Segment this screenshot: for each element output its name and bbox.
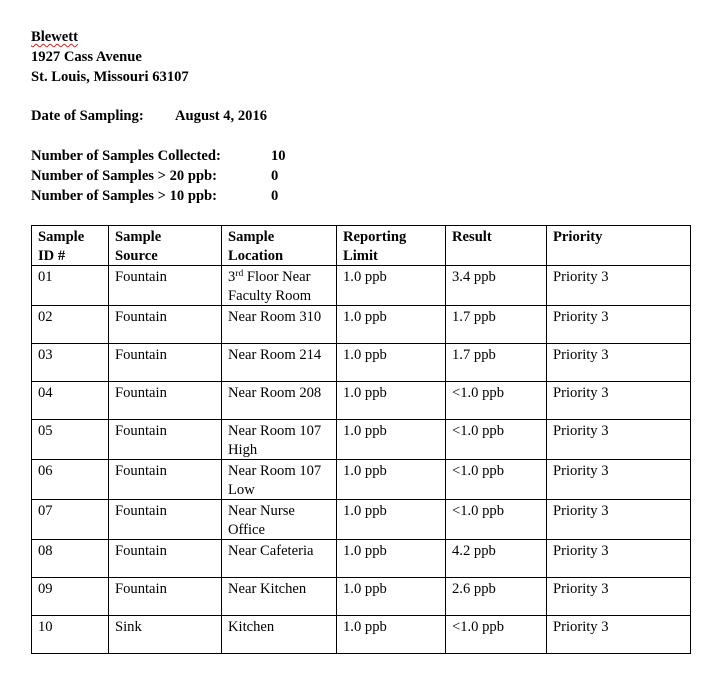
table-row [32,578,691,616]
cell-result: <1.0 ppb [446,420,547,460]
cell-sample-id: 01 [32,266,109,306]
cell-result: <1.0 ppb [446,382,547,420]
cell-sample-location: Near Cafeteria [222,540,337,578]
cell-priority: Priority 3 [547,420,691,460]
cell-reporting-limit: 1.0 ppb [337,382,446,420]
over10-value: 0 [271,188,279,204]
school-name-text: Blewett [31,29,79,45]
table-row [32,266,691,306]
column-header-line2: Source [115,247,158,264]
cell-sample-source: Fountain [109,382,222,420]
cell-sample-id: 07 [32,500,109,540]
cell-priority: Priority 3 [547,266,691,306]
cell-sample-id: 08 [32,540,109,578]
school-name [31,27,78,47]
over20-value: 0 [271,168,279,184]
column-header-line2: Location [228,247,284,264]
cell-sample-id: 06 [32,460,109,500]
column-header-sample-location [222,226,337,266]
table-row [32,616,691,654]
cell-reporting-limit: 1.0 ppb [337,460,446,500]
over10-label: Number of Samples > 10 ppb: [31,188,218,204]
cell-result: <1.0 ppb [446,460,547,500]
location-ordinal: 3 [228,269,236,285]
cell-priority: Priority 3 [547,540,691,578]
location-ordinal-suffix: rd [235,269,244,279]
cell-result: 1.7 ppb [446,306,547,344]
cell-priority: Priority 3 [547,306,691,344]
cell-sample-location: Near Room 107 Low [222,460,337,500]
cell-sample-location: Kitchen [222,616,337,654]
cell-reporting-limit: 1.0 ppb [337,266,446,306]
column-header-line1: Reporting [343,229,407,245]
cell-reporting-limit: 1.0 ppb [337,306,446,344]
cell-sample-source: Fountain [109,500,222,540]
cell-result: 4.2 ppb [446,540,547,578]
table-row [32,306,691,344]
column-header-line1: Result [452,229,492,245]
cell-priority: Priority 3 [547,460,691,500]
cell-reporting-limit: 1.0 ppb [337,344,446,382]
cell-reporting-limit: 1.0 ppb [337,500,446,540]
column-header-line1: Sample [115,229,162,245]
cell-sample-source: Fountain [109,306,222,344]
cell-sample-id: 03 [32,344,109,382]
street-address: 1927 Cass Avenue [31,49,142,65]
collected-label: Number of Samples Collected: [31,148,221,164]
cell-sample-source: Fountain [109,460,222,500]
table-body [32,266,691,654]
cell-sample-location [222,266,337,306]
cell-reporting-limit: 1.0 ppb [337,540,446,578]
cell-sample-id: 05 [32,420,109,460]
cell-reporting-limit: 1.0 ppb [337,578,446,616]
cell-result: <1.0 ppb [446,500,547,540]
table-row [32,460,691,500]
collected-value: 10 [271,148,286,164]
cell-sample-location: Near Nurse Office [222,500,337,540]
cell-sample-id: 10 [32,616,109,654]
table-row [32,344,691,382]
column-header-priority [547,226,691,266]
over20-label: Number of Samples > 20 ppb: [31,168,218,184]
cell-sample-location: Near Room 214 [222,344,337,382]
column-header-sample-id [32,226,109,266]
column-header-line1: Sample [228,229,275,245]
cell-sample-source: Fountain [109,578,222,616]
cell-priority: Priority 3 [547,578,691,616]
location-text: Floor Near Faculty Room [228,269,312,304]
cell-sample-source: Fountain [109,540,222,578]
cell-sample-id: 09 [32,578,109,616]
city-address: St. Louis, Missouri 63107 [31,69,189,85]
table-row [32,382,691,420]
cell-reporting-limit: 1.0 ppb [337,420,446,460]
cell-result: <1.0 ppb [446,616,547,654]
cell-result: 2.6 ppb [446,578,547,616]
column-header-sample-source [109,226,222,266]
table-row [32,500,691,540]
date-label: Date of Sampling: [31,108,144,124]
cell-sample-id: 04 [32,382,109,420]
table-row [32,540,691,578]
cell-sample-source: Fountain [109,420,222,460]
column-header-line2: ID # [38,247,66,264]
column-header-line1: Sample [38,229,85,245]
table-row [32,420,691,460]
column-header-result [446,226,547,266]
cell-result: 1.7 ppb [446,344,547,382]
cell-sample-source: Fountain [109,344,222,382]
cell-sample-source: Fountain [109,266,222,306]
cell-sample-location: Near Room 107 High [222,420,337,460]
column-header-reporting-limit [337,226,446,266]
date-value: August 4, 2016 [175,108,268,124]
cell-sample-id: 02 [32,306,109,344]
cell-sample-location: Near Room 208 [222,382,337,420]
cell-sample-location: Near Kitchen [222,578,337,616]
column-header-line2: Limit [343,247,378,264]
cell-result: 3.4 ppb [446,266,547,306]
cell-priority: Priority 3 [547,500,691,540]
cell-reporting-limit: 1.0 ppb [337,616,446,654]
results-table [31,225,691,654]
cell-priority: Priority 3 [547,344,691,382]
column-header-line1: Priority [553,229,603,245]
cell-priority: Priority 3 [547,616,691,654]
table-header-row [32,226,691,266]
cell-sample-location: Near Room 310 [222,306,337,344]
cell-sample-source: Sink [109,616,222,654]
cell-priority: Priority 3 [547,382,691,420]
